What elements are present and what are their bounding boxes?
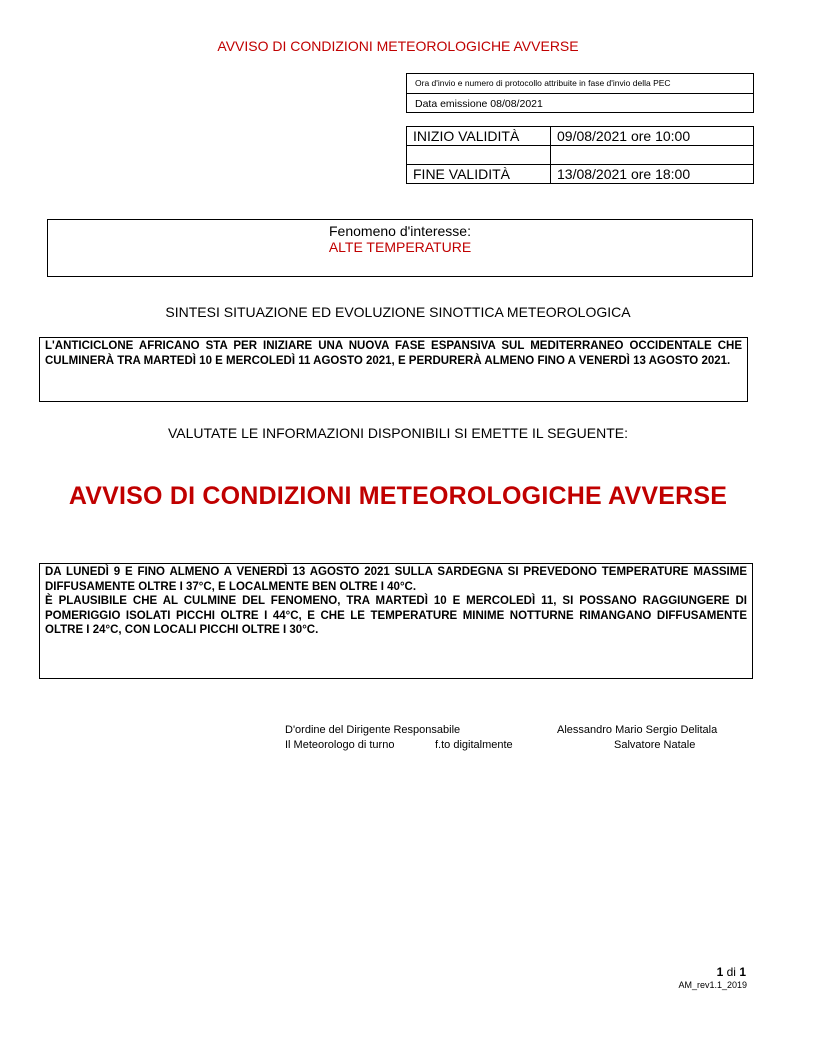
evaluation-heading: VALUTATE LE INFORMAZIONI DISPONIBILI SI EMETTE IL SEGUENTE: <box>167 425 628 441</box>
signed-note: f.to digitalmente <box>435 739 513 751</box>
validity-table <box>406 126 754 184</box>
phenomenon-box <box>47 219 753 277</box>
synopsis-box <box>39 337 748 402</box>
emission-date: Data emissione 08/08/2021 <box>415 98 543 110</box>
forecast-paragraph-1: DA LUNEDÌ 9 E FINO ALMENO A VENERDÌ 13 AGOSTO 2021 SULLA SARDEGNA SI PREVEDONO TEMPERATURE MASSIME DIFFUSAMENTE OLTRE I 37°C, E LOCALMENTE BEN OLTRE I 40°C. <box>45 566 747 593</box>
director-name: Alessandro Mario Sergio Delitala <box>557 724 718 736</box>
forecast-paragraph-2: È PLAUSIBILE CHE AL CULMINE DEL FENOMENO, TRA MARTEDÌ 10 E MERCOLEDÌ 11, SI POSSANO RAGGIUNGERE DI POMERIGGIO ISOLATI PICCHI OLTRE I 44°C, E CHE LE TEMPERATURE MINIME NOTTURNE RIMANGANO DIFFUSAMENTE OLTRE I 24°C, CON LOCALI PICCHI OLTRE I 30°C. <box>45 595 747 636</box>
pec-note: Ora d'invio e numero di protocollo attribuite in fase d'invio della PEC <box>407 74 753 94</box>
page-total: 1 <box>739 965 746 979</box>
order-label: D'ordine del Dirigente Responsabile <box>285 724 461 736</box>
phenomenon-label: Fenomeno d'interesse: <box>329 223 471 239</box>
page-of: di <box>726 965 736 979</box>
document-header-title: AVVISO DI CONDIZIONI METEOROLOGICHE AVVERSE <box>217 38 579 54</box>
revision-code: AM_rev1.1_2019 <box>678 980 747 990</box>
validity-spacer-row <box>407 146 754 165</box>
validity-start-row <box>407 127 754 146</box>
validity-end-row <box>407 165 754 184</box>
page-current: 1 <box>716 965 724 979</box>
pec-info-box <box>406 73 754 113</box>
phenomenon-value: ALTE TEMPERATURE <box>328 239 472 255</box>
meteorologist-label: Il Meteorologo di turno <box>285 739 395 751</box>
validity-end-label: FINE VALIDITÀ <box>407 165 551 184</box>
meteorologist-name: Salvatore Natale <box>614 739 696 751</box>
validity-start-label: INIZIO VALIDITÀ <box>407 127 551 146</box>
synopsis-text: L'ANTICICLONE AFRICANO STA PER INIZIARE UNA NUOVA FASE ESPANSIVA SUL MEDITERRANEO OCCIDENTALE CHE CULMINERÀ TRA MARTEDÌ 10 E MERCOLEDÌ 11 AGOSTO 2021, E PERDURERÀ ALMENO FINO A VENERDÌ 13 AGOSTO 2021. <box>45 340 742 367</box>
page-number <box>717 965 746 979</box>
validity-end-value: 13/08/2021 ore 18:00 <box>551 165 754 184</box>
validity-start-value: 09/08/2021 ore 10:00 <box>551 127 754 146</box>
synopsis-heading: SINTESI SITUAZIONE ED EVOLUZIONE SINOTTICA METEOROLOGICA <box>165 304 631 320</box>
forecast-box <box>39 563 753 679</box>
alert-title: AVVISO DI CONDIZIONI METEOROLOGICHE AVVERSE <box>68 482 728 510</box>
